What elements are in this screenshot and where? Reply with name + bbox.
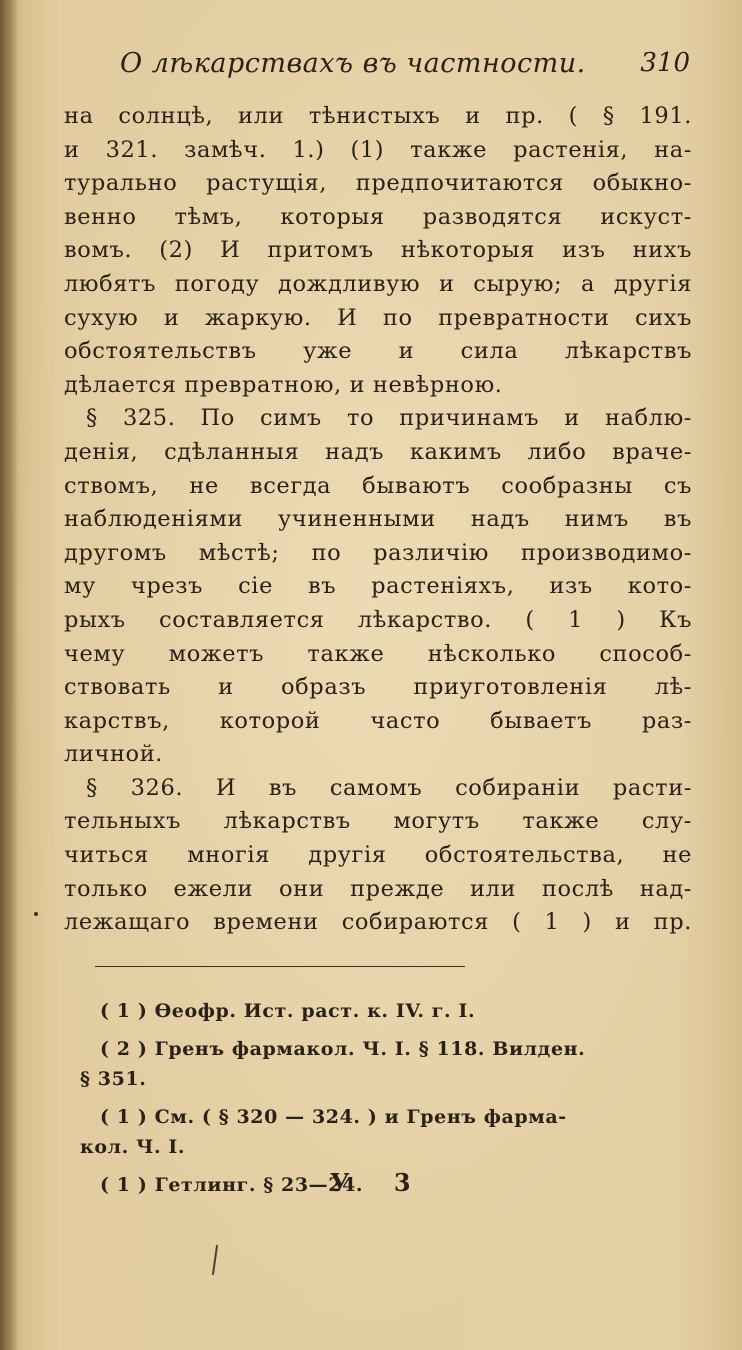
text-line: только ежели они прежде или послѣ над- [64,875,692,902]
text-line: му чрезъ сіе въ растеніяхъ, изъ кото- [64,573,692,600]
text-line: ствовать и образъ приуготовленія лѣ- [64,674,692,701]
footnote: ( 1 ) Өеофр. Ист. раст. к. IV. г. I. [100,1000,476,1022]
text-line: чему можетъ также нѣсколько способ- [64,640,692,667]
running-head [110,44,690,88]
text-line: рыхъ составляется лѣкарство. ( 1 ) Къ [64,606,692,633]
spine-shadow [0,0,18,1350]
footnote: ( 2 ) Гренъ фармакол. Ч. I. § 118. Вилден. [100,1038,586,1060]
text-line: личной. [64,741,164,768]
text-line: сухую и жаркую. И по превратности сихъ [64,304,692,331]
text-line: другомъ мѣстѣ; по различію производимо- [64,539,692,566]
text-line: читься многія другія обстоятельства, не [64,842,692,869]
text-line: лежащаго времени собираются ( 1 ) и пр. [64,909,692,936]
text-line: денія, сдѣланныя надъ какимъ либо враче- [64,438,692,465]
text-line: § 325. По симъ то причинамъ и наблю- [86,405,692,432]
footnote: ( 1 ) См. ( § 320 — 324. ) и Гренъ фарма- [100,1106,567,1128]
text-line: карствъ, которой часто бываетъ раз- [64,707,692,734]
text-line: турально растущія, предпочитаются обыкно- [64,170,692,197]
margin-dot [34,912,38,916]
signature-mark: У 3 [330,1168,429,1197]
text-line: на солнцѣ, или тѣнистыхъ и пр. ( § 191. [64,103,692,129]
running-head-title: О лѣкарствахъ въ частности. [120,48,586,79]
text-line: дѣлается превратною, и невѣрною. [64,371,503,398]
text-line: обстоятельствъ уже и сила лѣкарствъ [64,338,692,365]
text-line: § 326. И въ самомъ собираніи расти- [86,774,692,801]
text-line: наблюденіями учиненными надъ нимъ въ [64,506,692,533]
text-line: тельныхъ лѣкарствъ могутъ также слу- [64,808,692,835]
footnote: ( 1 ) Гетлинг. § 23—24. [100,1174,364,1196]
text-line: вомъ. (2) И притомъ нѣкоторыя изъ нихъ [64,237,692,264]
page-number: 310 [640,48,690,78]
footnote-continuation: § 351. [80,1068,147,1090]
footnote-rule [95,966,465,967]
text-line: ствомъ, не всегда бываютъ сообразны съ [64,472,692,499]
text-line: и 321. замѣч. 1.) (1) также растенія, на- [64,136,692,163]
body-text [64,100,692,940]
text-line: любятъ погоду дождливую и сырую; а другія [64,270,692,297]
text-line: венно тѣмъ, которыя разводятся искуст- [64,203,692,230]
footnote-continuation: кол. Ч. I. [80,1136,186,1158]
ink-stroke [212,1245,218,1275]
